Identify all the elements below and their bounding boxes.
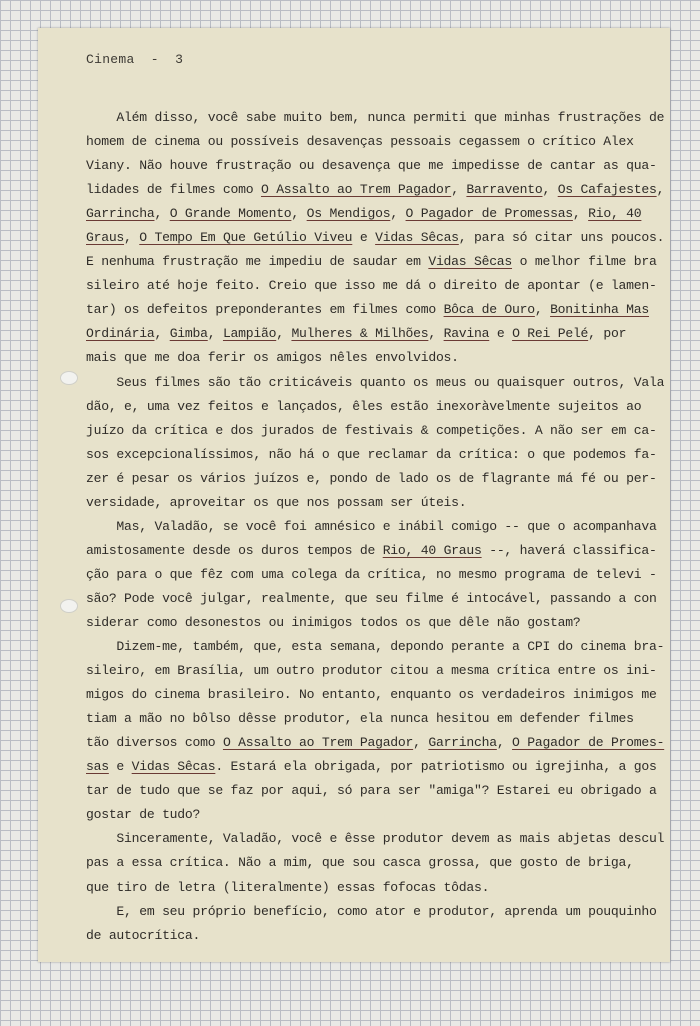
text-segment: , xyxy=(413,735,429,751)
underlined-film-title: Rio, 40 Graus xyxy=(382,542,482,558)
text-line xyxy=(86,154,657,178)
underlined-film-title: Vidas Sêcas xyxy=(375,230,459,246)
text-line xyxy=(86,419,657,443)
text-segment: e xyxy=(489,326,513,342)
text-segment: sileiro até hoje feito. Creio que isso me dá o direito de apontar (e lamen- xyxy=(86,278,657,294)
text-line xyxy=(86,274,657,298)
text-segment: , xyxy=(276,326,292,342)
text-segment: Viany. Não houve frustração ou desavença que me impedisse de cantar as qua- xyxy=(86,158,657,174)
text-segment: tar de tudo que se faz por aqui, só para ser "amiga"? Estarei eu obrigado a xyxy=(86,783,657,799)
text-segment: , xyxy=(154,326,170,342)
text-line xyxy=(86,611,654,635)
underlined-film-title: O Pagador de Promes- xyxy=(512,735,665,751)
underlined-film-title: Bonitinha Mas xyxy=(550,302,649,318)
underlined-film-title: Vidas Sêcas xyxy=(131,759,216,775)
underlined-film-title: Ordinária xyxy=(86,326,155,342)
text-segment: homem de cinema ou possíveis desavenças pessoais cegassem o crítico Alex xyxy=(86,134,634,150)
text-segment: são? Pode você julgar, realmente, que seu filme é intocável, passando a con xyxy=(86,590,657,606)
text-segment: , xyxy=(124,230,140,246)
text-segment: ção para o que fêz com uma colega da crítica, no mesmo programa de televi - xyxy=(86,566,657,582)
underlined-film-title: O Rei Pelé xyxy=(512,326,589,342)
text-line xyxy=(86,731,665,755)
text-segment: , por xyxy=(588,326,627,342)
underlined-film-title: Vidas Sêcas xyxy=(428,254,513,270)
text-segment: , para só citar uns poucos. xyxy=(458,230,665,246)
text-segment: lidades de filmes como xyxy=(86,182,261,198)
text-segment: Seus filmes são tão criticáveis quanto os meus ou quaisquer outros, Vala xyxy=(86,374,665,390)
text-segment: Dizem-me, também, que, esta semana, depondo perante a CPI do cinema bra- xyxy=(86,639,665,655)
text-line xyxy=(86,851,654,875)
punch-hole xyxy=(60,599,78,613)
typed-page xyxy=(38,28,670,962)
text-segment: tar) os defeitos preponderantes em filmes como xyxy=(86,302,444,318)
text-segment: e xyxy=(352,230,376,246)
text-line xyxy=(86,683,657,707)
text-line xyxy=(86,635,665,659)
underlined-film-title: Os Cafajestes xyxy=(557,182,657,198)
text-segment: Sinceramente, Valadão, você e êsse produtor devem as mais abjetas descul xyxy=(86,831,665,847)
punch-hole xyxy=(60,371,78,385)
underlined-film-title: Bôca de Ouro xyxy=(443,302,535,318)
text-line xyxy=(86,803,654,827)
text-segment: --, haverá classifica- xyxy=(481,542,657,558)
underlined-film-title: O Grande Momento xyxy=(169,206,292,222)
text-line xyxy=(86,924,654,948)
text-line xyxy=(86,467,657,491)
text-segment: , xyxy=(656,182,665,198)
text-segment: , xyxy=(451,182,467,198)
underlined-film-title: O Assalto ao Trem Pagador xyxy=(260,182,452,198)
text-segment: E nenhuma frustração me impediu de saudar em xyxy=(86,254,429,270)
text-line xyxy=(86,707,654,731)
text-line xyxy=(86,491,654,515)
text-line xyxy=(86,371,665,395)
text-line xyxy=(86,587,657,611)
text-segment: sos excepcionalíssimos, não há o que reclamar da crítica: o que podemos fa- xyxy=(86,446,657,462)
page-header: Cinema - 3 xyxy=(86,52,184,67)
underlined-film-title: O Pagador de Promessas xyxy=(405,206,573,222)
text-segment: zer é pesar os vários juízos e, pondo de lado os de flagrante má fé ou per- xyxy=(86,470,657,486)
text-line xyxy=(86,443,657,467)
text-segment: que tiro de letra (literalmente) essas fofocas tôdas. xyxy=(86,879,490,895)
text-line xyxy=(86,876,654,900)
underlined-film-title: Barravento xyxy=(466,182,543,198)
text-segment: pas a essa crítica. Não a mim, que sou casca grossa, que gosto de briga, xyxy=(86,855,634,871)
text-segment: juízo da crítica e dos jurados de festivais & competições. A não ser em ca- xyxy=(86,422,657,438)
text-line xyxy=(86,755,657,779)
text-line xyxy=(86,563,657,587)
text-segment: , xyxy=(291,206,307,222)
text-segment: siderar como desonestos ou inimigos todos os que dêle não gostam? xyxy=(86,614,581,630)
text-line xyxy=(86,250,657,274)
underlined-film-title: Garrincha xyxy=(86,206,155,222)
text-segment: tiam a mão no bôlso dêsse produtor, ela nunca hesitou em defender filmes xyxy=(86,711,634,727)
text-segment: de autocrítica. xyxy=(86,927,201,943)
text-segment: E, em seu próprio benefício, como ator e produtor, aprenda um pouquinho xyxy=(86,903,657,919)
text-segment: , xyxy=(534,302,551,318)
text-segment: gostar de tudo? xyxy=(86,807,201,823)
text-segment: . Estará ela obrigada, por patriotismo ou igrejinha, a gos xyxy=(215,759,657,775)
text-line xyxy=(86,900,657,924)
underlined-film-title: sas xyxy=(86,759,109,775)
text-segment: amistosamente desde os duros tempos de xyxy=(86,542,383,558)
underlined-film-title: O Assalto ao Trem Pagador xyxy=(222,735,414,751)
text-segment: , xyxy=(496,735,513,751)
text-segment: Mas, Valadão, se você foi amnésico e inábil comigo -- que o acompanhava xyxy=(86,518,657,534)
text-line xyxy=(86,202,654,226)
text-line xyxy=(86,178,665,202)
text-line xyxy=(86,659,657,683)
underlined-film-title: Ravina xyxy=(443,326,490,342)
text-line xyxy=(86,322,654,346)
text-line xyxy=(86,539,657,563)
text-segment: dão, e, uma vez feitos e lançados, êles estão inexoràvelmente sujeitos ao xyxy=(86,398,642,414)
text-segment: , xyxy=(154,206,170,222)
underlined-film-title: Mulheres & Milhões xyxy=(291,326,429,342)
text-line xyxy=(86,346,654,370)
text-line xyxy=(86,298,654,322)
text-segment: , xyxy=(207,326,223,342)
text-segment: migos do cinema brasileiro. No entanto, enquanto os verdadeiros inimigos me xyxy=(86,687,657,703)
underlined-film-title: O Tempo Em Que Getúlio Viveu xyxy=(139,230,353,246)
text-segment: , xyxy=(572,206,589,222)
text-segment: versidade, aproveitar os que nos possam ser úteis. xyxy=(86,494,467,510)
text-segment: , xyxy=(542,182,558,198)
text-line xyxy=(86,106,665,130)
underlined-film-title: Garrincha xyxy=(428,735,497,751)
text-line xyxy=(86,395,654,419)
text-segment: tão diversos como xyxy=(86,735,223,751)
text-segment: , xyxy=(428,326,444,342)
text-segment: , xyxy=(390,206,406,222)
text-segment: sileiro, em Brasília, um outro produtor citou a mesma crítica entre os ini- xyxy=(86,663,657,679)
underlined-film-title: Rio, 40 xyxy=(588,206,642,222)
underlined-film-title: Os Mendigos xyxy=(306,206,391,222)
text-line xyxy=(86,130,654,154)
text-line xyxy=(86,515,657,539)
text-segment: e xyxy=(108,759,132,775)
text-line xyxy=(86,779,657,803)
underlined-film-title: Graus xyxy=(86,230,125,246)
underlined-film-title: Lampião xyxy=(222,326,277,342)
text-segment: mais que me doa ferir os amigos nêles envolvidos. xyxy=(86,350,459,366)
text-segment: Além disso, você sabe muito bem, nunca permiti que minhas frustrações de xyxy=(86,110,665,125)
text-segment: o melhor filme bra xyxy=(512,254,657,270)
text-line xyxy=(86,226,665,250)
text-line xyxy=(86,827,665,851)
underlined-film-title: Gimba xyxy=(169,326,208,342)
document-body xyxy=(86,106,665,948)
